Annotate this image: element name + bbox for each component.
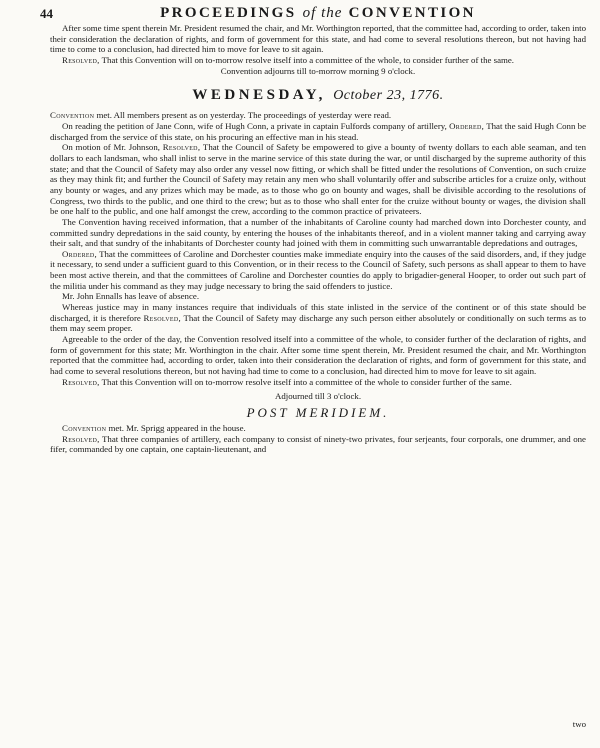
running-head-of: of the: [302, 5, 343, 21]
paragraph-leave-of-absence: Mr. John Ennalls has leave of absence.: [62, 291, 200, 302]
resolution-2-text: That this Convention will on to-morrow resolve itself into a committee of the whole to consider further of the same.: [99, 376, 512, 387]
discharge-text-b: That the Council of Safety may discharge any such person either absolutely or conditionally on such terms as to them may seem proper.: [50, 312, 586, 334]
convention-met-text: met. All members present as on yesterday. The proceedings of yesterday were read.: [94, 110, 392, 121]
running-head-part1: PROCEEDINGS: [160, 5, 297, 21]
post-meridiem-heading: POST MERIDIEM.: [246, 405, 390, 420]
bounty-text-a: On motion of Mr. Johnson,: [62, 142, 163, 153]
artillery-text: That three companies of artillery, each company to consist of ninety-two privates, four serjeants, four corporals, one drummer, and one fifer, commanded by one captain, one captain-lieutenant, and: [50, 433, 586, 455]
paragraph-artillery: [50, 434, 586, 455]
bounty-text-b: That the Council of Safety be empowered to give a bounty of twenty dollars to each able seaman, and ten dollars to each landsman, who shall inlist to serve in the marine service of this state during the war, or until discharged by the supreme authority of this state; and that the Council of Safety may also order any vessel now fitting, or which shall be fitted under the resolutions of Convention, on such cruize as they may think fit; and further the Council of Safety may retain any men who shall voluntarily offer and subscribe articles for a cruize only, without any bounty or wages, and any prizes which may be made, as to those who go on bounty and wages, shall be divisible according to the resolutions of Congress, two thirds to the public, and one third to the crew; but as to those who shall enter for the cruize without bounty or wages, the division shall be one half to the public, and one half amongst the crew, according to the common practice of privateers.: [50, 142, 586, 217]
paragraph-resolution: [50, 55, 586, 66]
paragraph-bounty-motion: [50, 142, 586, 217]
convention-label: Convention: [50, 110, 95, 121]
paragraph-petition: [50, 121, 586, 142]
caroline-order-text: That the committees of Caroline and Dorchester counties make immediate enquiry into the causes of the said disorders, and, if they judge it necessary, to send under a sufficient guard to this Convention, or in their recess to the Council of Safety, such persons as shall appear to them to have been most active therein, and that the committees of Caroline and Dorchester counties do apply to brigadier-general Hooper, to order out such part of the militia under his command as they may judge necessary to bring the said offenders to justice.: [50, 248, 586, 291]
running-head-part2: CONVENTION: [348, 5, 476, 21]
resolved-label: Resolved,: [162, 142, 201, 153]
running-head: [50, 3, 586, 23]
weekday: WEDNESDAY,: [192, 87, 326, 104]
resolution-text: That this Convention will on to-morrow resolve itself into a committee of the whole, to consider further of the same.: [99, 54, 515, 65]
petition-text-b: That the said Hugh Conn be discharged from the service of this state, on his procuring an effective man in his stead.: [50, 120, 587, 142]
adjourned-line: Adjourned till 3 o'clock.: [274, 391, 362, 402]
adjournment-line: Convention adjourns till to-morrow morning 9 o'clock.: [220, 65, 416, 76]
catchword: two: [572, 719, 586, 729]
resolved-label: Resolved,: [62, 433, 100, 444]
paragraph-discharge: [50, 302, 586, 334]
resolved-label: Resolved,: [62, 54, 100, 65]
date: October 23, 1776.: [333, 88, 444, 104]
paragraph-afternoon-met: [50, 423, 586, 434]
paragraph-resolution-2: [50, 377, 586, 388]
discharge-text-a: Whereas justice may in many instances require that individuals of this state inlisted in the service of the continent or of this state should be discharged, it is therefore: [50, 302, 586, 323]
afternoon-met-text: met. Mr. Sprigg appeared in the house.: [106, 423, 246, 433]
paragraph-caroline-information: The Convention having received information, that a number of the inhabitants of Caroline county had marched down into Dorchester county, and committed sundry depredations in the said county, by entering the houses of the inhabitants thereof, and in a violent manner taking and carrying away their salt, and that sundry of the inhabitants of Dorchester county had joined with them in committing such unwarrantable depredations and outrages,: [50, 216, 586, 249]
resolved-label: Resolved,: [143, 312, 182, 323]
paragraph-convention-met: [50, 110, 586, 121]
page-header: [40, 3, 586, 23]
date-heading: [50, 86, 586, 105]
convention-label: Convention: [62, 423, 107, 433]
petition-text-a: On reading the petition of Jane Conn, wife of Hugh Conn, a private in captain Fulfords company of artillery,: [62, 120, 450, 131]
paragraph-caroline-order: [50, 249, 586, 292]
page-number: 44: [40, 6, 53, 21]
ordered-label: Ordered,: [449, 120, 485, 131]
resolved-label: Resolved,: [62, 376, 100, 387]
paragraph-report: After some time spent therein Mr. President resumed the chair, and Mr. Worthington reported, that the committee had, according to order, taken into their consideration the declaration of rights, and form of government for this state, and had come to several resolutions thereon, but not having had time to come to a conclusion, had directed him to move for leave to sit again.: [50, 23, 586, 55]
paragraph-committee-report: Agreeable to the order of the day, the Convention resolved itself into a committee of the whole, to consider further of the declaration of rights, and form of government for this state; Mr. Worthington in the chair. After some time spent therein, Mr. President resumed the chair, and Mr. Worthington reported that the committee had, according to order, taken into their consideration the declaration of rights, and form of government for this state, and had come to several resolutions thereon, but not having had time to come to a conclusion, had directed him to move for leave to sit again.: [50, 334, 586, 377]
ordered-label: Ordered,: [62, 248, 97, 259]
